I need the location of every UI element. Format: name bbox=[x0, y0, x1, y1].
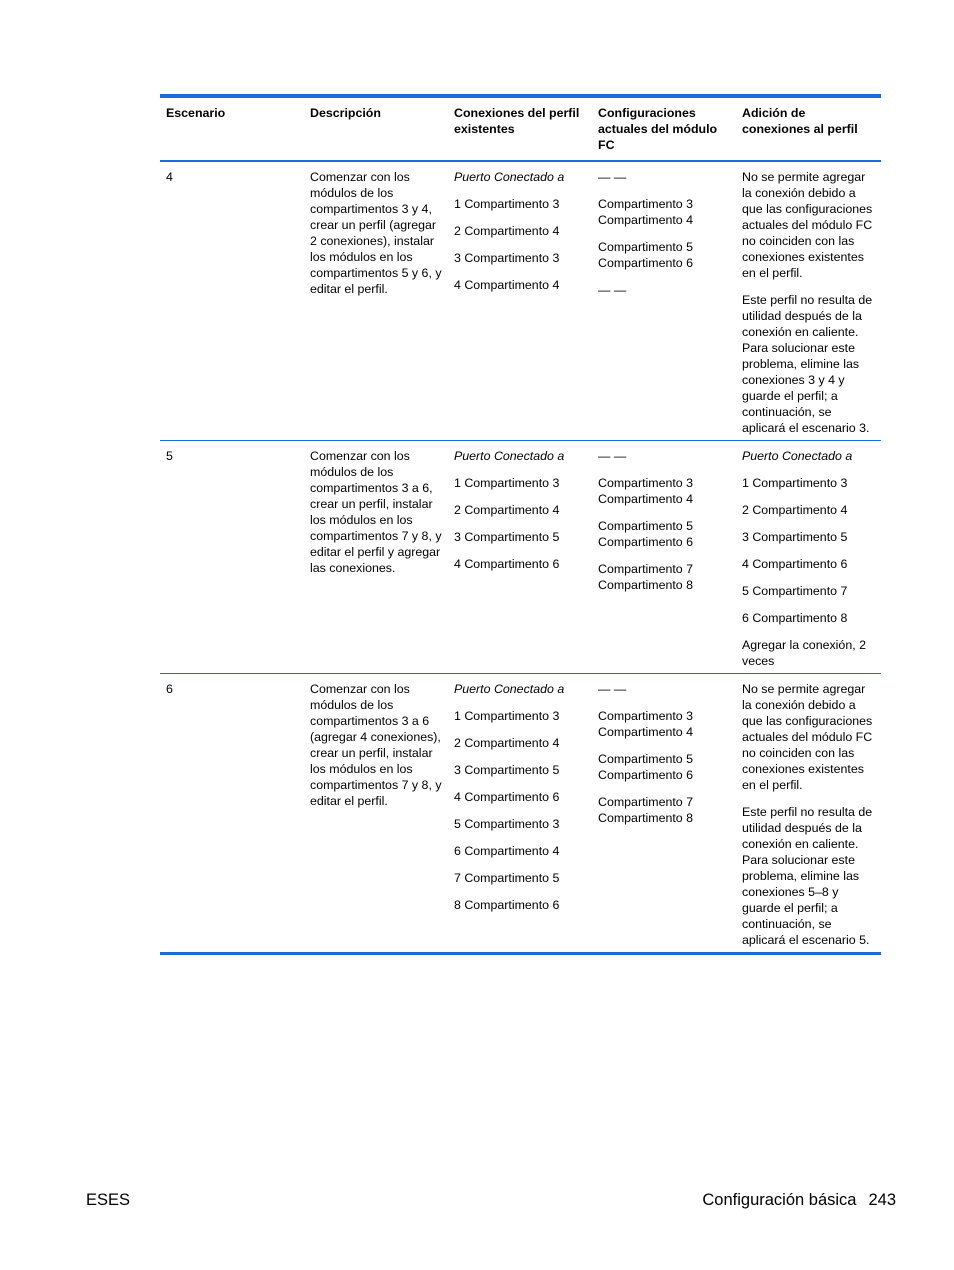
cell-connection-addition bbox=[736, 674, 881, 954]
cell-description: Comenzar con los módulos de los compartimentos 3 a 6, crear un perfil, instalar los módulos en los compartimentos 7 y 8, y editar el perfil y agregar las conexiones. bbox=[310, 449, 442, 575]
cell-current-configurations bbox=[592, 161, 736, 441]
cell-line: 4 Compartimento 6 bbox=[454, 557, 560, 571]
cell-current-configurations bbox=[592, 674, 736, 954]
cell-line: 4 Compartimento 4 bbox=[454, 278, 560, 292]
cell-line: Compartimento 7 Compartimento 8 bbox=[598, 795, 694, 825]
table-body bbox=[160, 161, 881, 954]
table-row bbox=[160, 441, 881, 674]
cell-line: 1 Compartimento 3 bbox=[454, 476, 560, 490]
cell-scenario: 5 bbox=[166, 449, 173, 463]
cell-line: 8 Compartimento 6 bbox=[454, 898, 560, 912]
cell-line: 5 Compartimento 3 bbox=[454, 817, 560, 831]
header-configuraciones-actuales: Configuraciones actuales del módulo FC bbox=[598, 106, 718, 152]
cell-line: Puerto Conectado a bbox=[742, 449, 853, 463]
cell-line: Puerto Conectado a bbox=[454, 682, 565, 696]
cell-line: 5 Compartimento 7 bbox=[742, 584, 848, 598]
header-escenario: Escenario bbox=[166, 106, 226, 120]
cell-line: 2 Compartimento 4 bbox=[454, 736, 560, 750]
cell-scenario: 4 bbox=[166, 170, 173, 184]
cell-current-configurations bbox=[592, 441, 736, 674]
cell-paragraph: No se permite agregar la conexión debido a que las configuraciones actuales del módulo FC no coinciden con las conexiones existentes en el perfil. bbox=[742, 682, 873, 792]
cell-line: Agregar la conexión, 2 veces bbox=[742, 638, 866, 668]
cell-line: 2 Compartimento 4 bbox=[454, 503, 560, 517]
cell-line: 2 Compartimento 4 bbox=[454, 224, 560, 238]
header-descripcion: Descripción bbox=[310, 106, 381, 120]
cell-existing-connections bbox=[448, 674, 592, 954]
header-adicion-conexiones: Adición de conexiones al perfil bbox=[742, 106, 858, 136]
cell-scenario: 6 bbox=[166, 682, 173, 696]
table-row bbox=[160, 674, 881, 954]
scenario-table bbox=[160, 94, 881, 955]
cell-line: Puerto Conectado a bbox=[454, 449, 565, 463]
cell-line: Compartimento 7 Compartimento 8 bbox=[598, 562, 694, 592]
cell-line: 4 Compartimento 6 bbox=[454, 790, 560, 804]
cell-line: 1 Compartimento 3 bbox=[454, 197, 560, 211]
cell-line: 1 Compartimento 3 bbox=[454, 709, 560, 723]
cell-paragraph: Este perfil no resulta de utilidad después de la conexión en caliente. Para solucionar este problema, elimine las conexiones 3 y 4 y guarde el perfil; a continuación, se aplicará el escenario 3. bbox=[742, 293, 873, 435]
cell-line: Compartimento 5 Compartimento 6 bbox=[598, 519, 694, 549]
footer-section-title: Configuración básica bbox=[702, 1191, 857, 1209]
cell-description: Comenzar con los módulos de los compartimentos 3 y 4, crear un perfil (agregar 2 conexiones), instalar los módulos en los compartimentos 5 y 6, y editar el perfil. bbox=[310, 170, 442, 296]
cell-line: 6 Compartimento 4 bbox=[454, 844, 560, 858]
cell-line: — — bbox=[598, 449, 627, 463]
cell-line: 2 Compartimento 4 bbox=[742, 503, 848, 517]
table-header-row bbox=[160, 96, 881, 161]
cell-line: 3 Compartimento 5 bbox=[742, 530, 848, 544]
cell-line: Puerto Conectado a bbox=[454, 170, 565, 184]
cell-description: Comenzar con los módulos de los compartimentos 3 a 6 (agregar 4 conexiones), crear un perfil, instalar los módulos en los compartimentos 7 y 8, y editar el perfil. bbox=[310, 682, 442, 808]
cell-paragraph: No se permite agregar la conexión debido a que las configuraciones actuales del módulo FC no coinciden con las conexiones existentes en el perfil. bbox=[742, 170, 873, 280]
cell-line: 6 Compartimento 8 bbox=[742, 611, 848, 625]
footer-language-code: ESES bbox=[86, 1191, 131, 1209]
cell-existing-connections bbox=[448, 441, 592, 674]
cell-line: Compartimento 5 Compartimento 6 bbox=[598, 752, 694, 782]
cell-line: 4 Compartimento 6 bbox=[742, 557, 848, 571]
cell-line: — — bbox=[598, 283, 627, 297]
page-number: 243 bbox=[868, 1191, 896, 1209]
header-conexiones-existentes: Conexiones del perfil existentes bbox=[454, 106, 580, 136]
cell-line: 7 Compartimento 5 bbox=[454, 871, 560, 885]
cell-connection-addition bbox=[736, 441, 881, 674]
cell-line: — — bbox=[598, 170, 627, 184]
cell-line: Compartimento 5 Compartimento 6 bbox=[598, 240, 694, 270]
cell-line: 3 Compartimento 5 bbox=[454, 530, 560, 544]
cell-line: 3 Compartimento 5 bbox=[454, 763, 560, 777]
cell-paragraph: Este perfil no resulta de utilidad después de la conexión en caliente. Para solucionar este problema, elimine las conexiones 5–8 y guarde el perfil; a continuación, se aplicará el escenario 5. bbox=[742, 805, 873, 947]
cell-connection-addition bbox=[736, 161, 881, 441]
cell-existing-connections bbox=[448, 161, 592, 441]
footer-section bbox=[702, 1191, 896, 1210]
cell-line: Compartimento 3 Compartimento 4 bbox=[598, 476, 694, 506]
cell-line: — — bbox=[598, 682, 627, 696]
cell-line: 1 Compartimento 3 bbox=[742, 476, 848, 490]
cell-line: Compartimento 3 Compartimento 4 bbox=[598, 709, 694, 739]
scenario-table-container bbox=[160, 94, 881, 955]
table-row bbox=[160, 161, 881, 441]
cell-line: 3 Compartimento 3 bbox=[454, 251, 560, 265]
cell-line: Compartimento 3 Compartimento 4 bbox=[598, 197, 694, 227]
